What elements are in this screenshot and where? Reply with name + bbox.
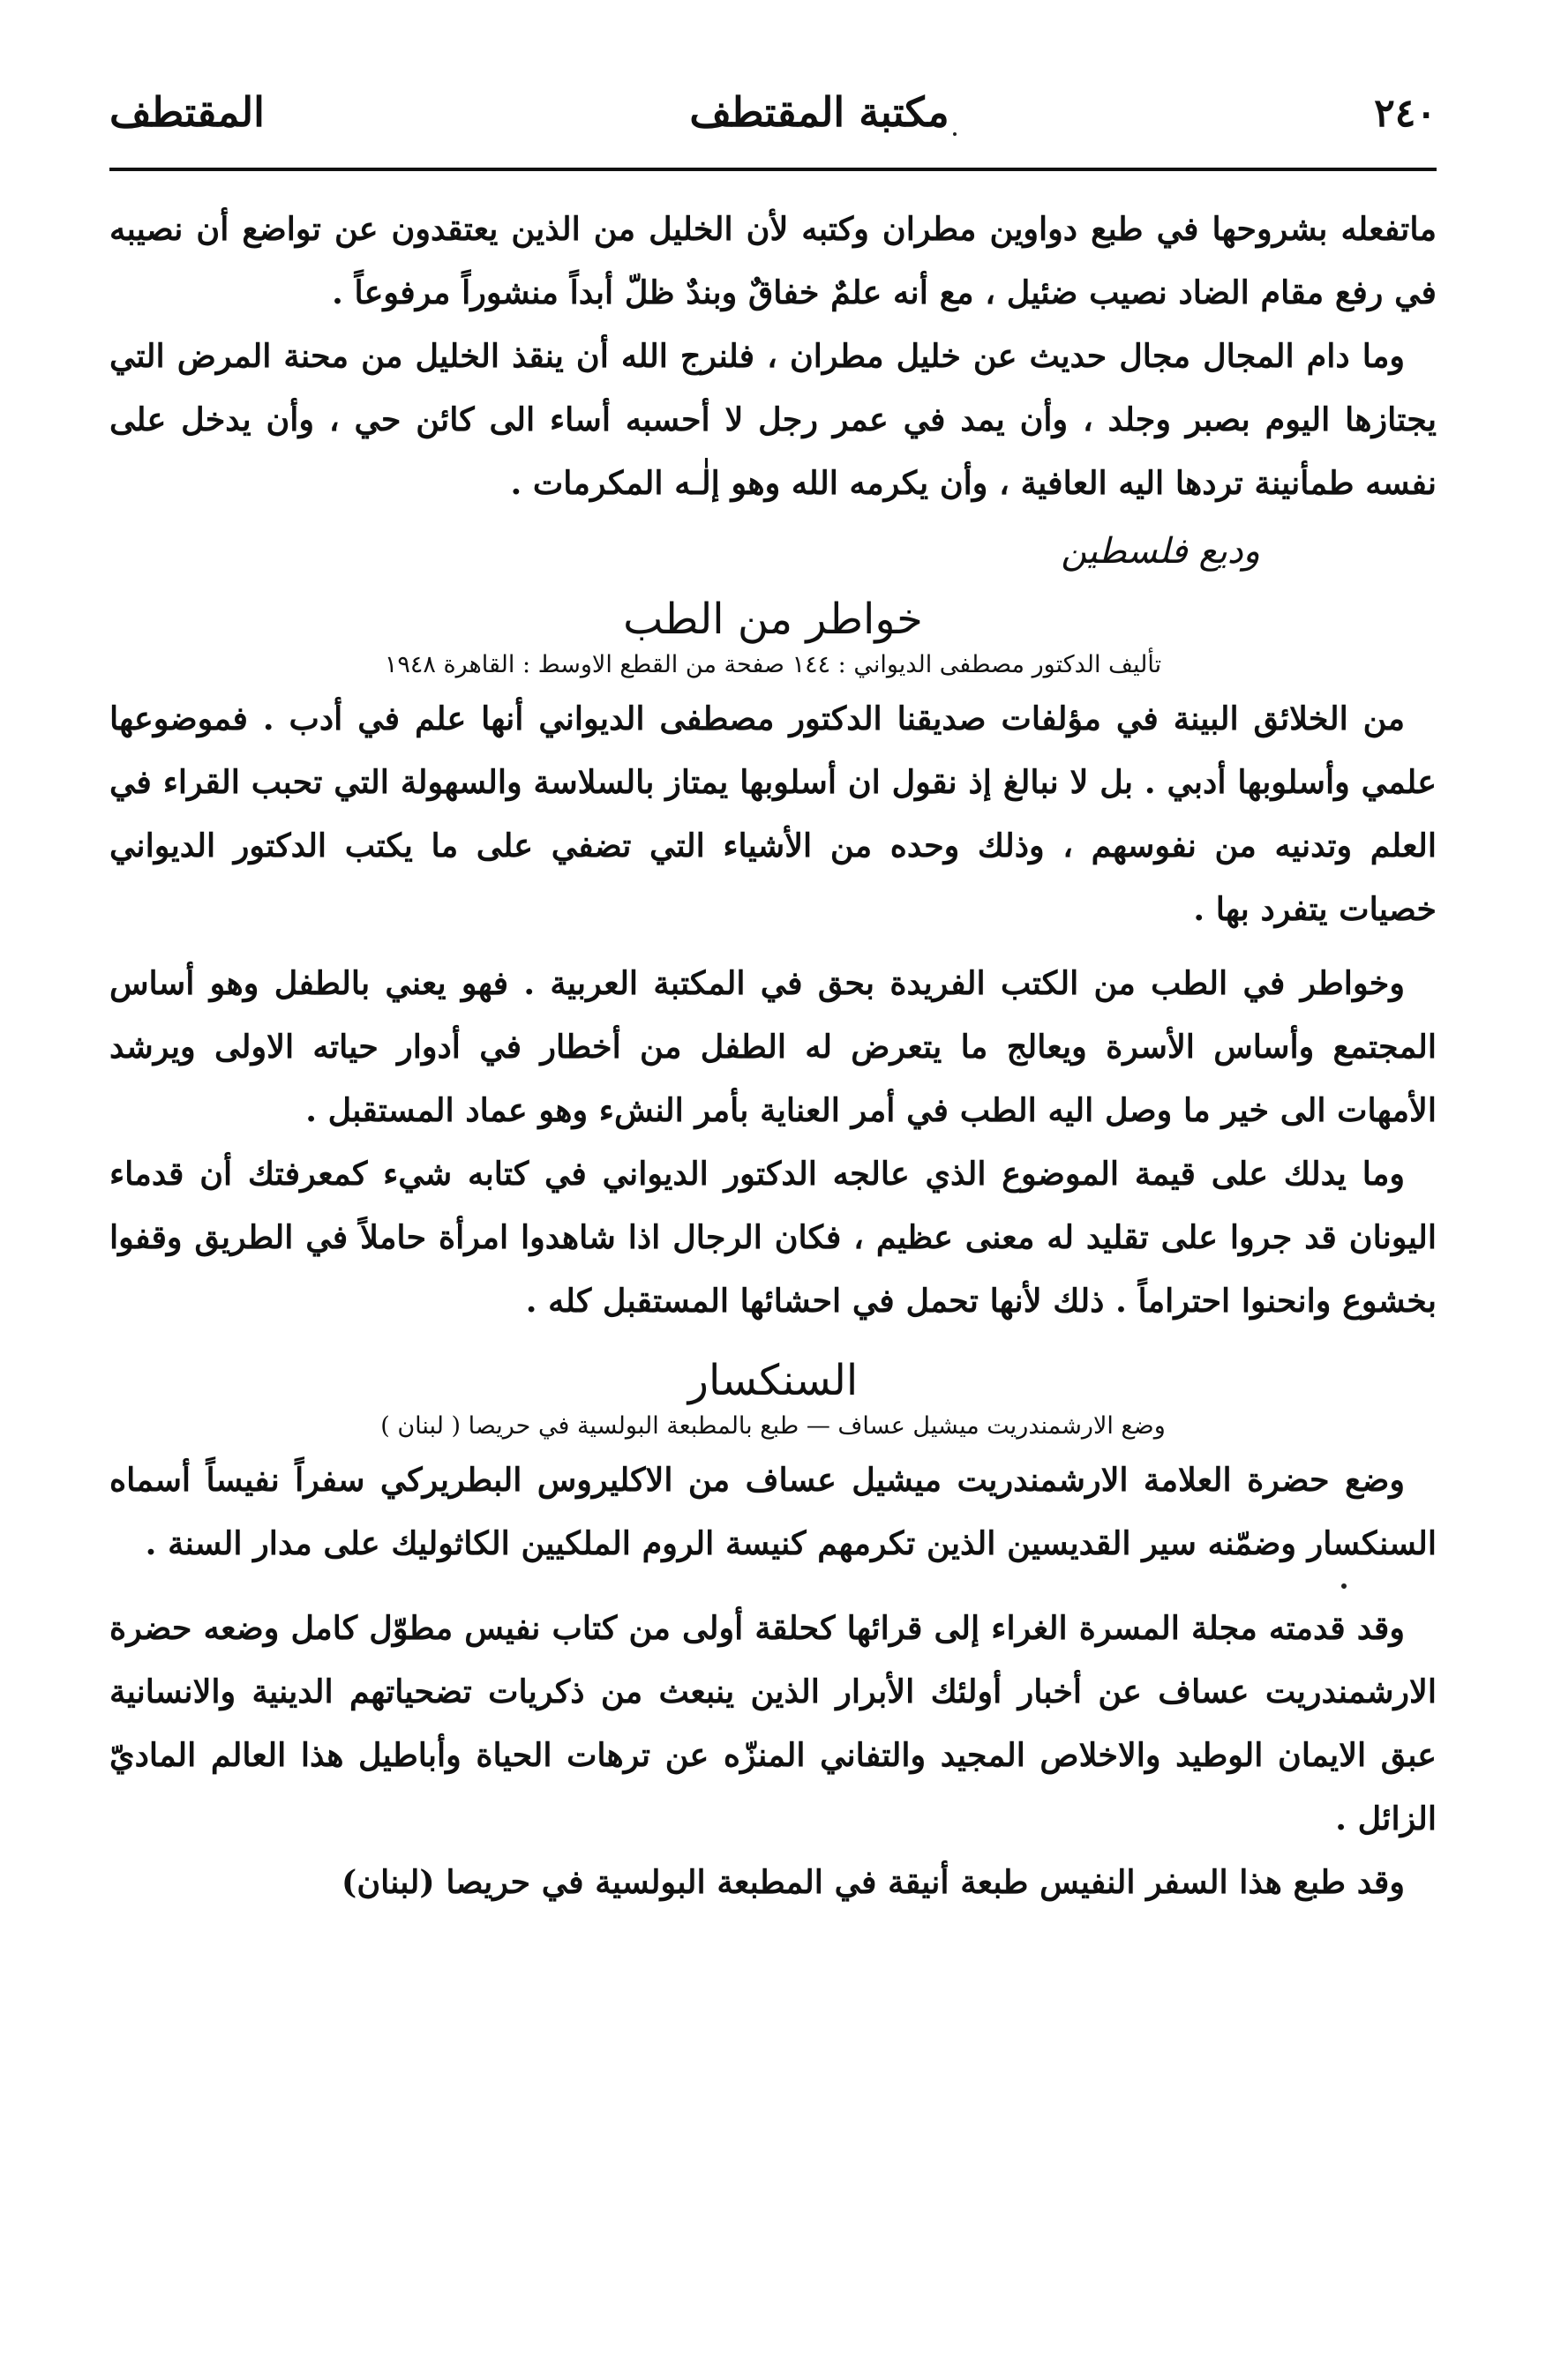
- running-head: [109, 88, 1437, 159]
- review-paragraph: وما يدلك على قيمة الموضوع الذي عالجه الدكتور الديواني في كتابه شيء كمعرفتك أن قدماء اليونان قد جروا على تقليد له معنى عظيم ، فكان الرجال اذا شاهدوا امرأة حاملاً في الطريق وقفوا بخشوع وانحنوا احتراماً . ذلك لأنها تحمل في احشائها المستقبل كله .: [109, 1155, 1437, 1320]
- review-title: خواطر من الطب: [623, 595, 923, 644]
- review-book-meta: وضع الارشمندريت ميشيل عساف — طبع بالمطبعة البولسية في حريصا ( لبنان ): [380, 1412, 1166, 1440]
- review-book-meta: تأليف الدكتور مصطفى الديواني : ١٤٤ صفحة من القطع الاوسط : القاهرة ١٩٤٨: [384, 651, 1162, 678]
- letter-paragraph: ماتفعله بشروحها في طبع دواوين مطران وكتبه لأن الخليل من الذين يعتقدون عن تواضع أن نصيبه في رفع مقام الضاد نصيب ضئيل ، مع أنه علمٌ خفاقٌ وبندٌ ظلّ أبداً منشوراً مرفوعاً .: [109, 210, 1437, 311]
- review-paragraph: وقد طبع هذا السفر النفيس طبعة أنيقة في المطبعة البولسية في حريصا (لبنان): [341, 1863, 1405, 1901]
- journal-title: مكتبة المقتطف: [689, 88, 949, 136]
- print-speck: [953, 132, 957, 136]
- print-speck: [1341, 1583, 1347, 1589]
- page-number: ٢٤٠: [1374, 91, 1437, 136]
- author-signature: وديع فلسطين: [1061, 531, 1260, 572]
- review-paragraph: وقد قدمته مجلة المسرة الغراء إلى قرائها كحلقة أولى من كتاب نفيس مطوّل كامل وضعه حضرة الارشمندريت عساف عن أخبار أولئك الأبرار الذين ينبعث من ذكريات تضحياتهم الدينية والانسانية عبق الايمان الوطيد والاخلاص المجيد والتفاني المنزّه عن ترهات الحياة وأباطيل هذا العالم الماديّ الزائل .: [109, 1609, 1437, 1837]
- review-title: السنكسار: [687, 1356, 859, 1405]
- review-paragraph: وضع حضرة العلامة الارشمندريت ميشيل عساف من الاكليروس البطريركي سفراً نفيساً أسماه السنكسار وضمّنه سير القديسين الذين تكرمهم كنيسة الروم الملكيين الكاثوليك على مدار السنة .: [109, 1461, 1437, 1562]
- review-paragraph: من الخلائق البينة في مؤلفات صديقنا الدكتور مصطفى الديواني أنها علم في أدب . فموضوعها علمي وأسلوبها أدبي . بل لا نبالغ إذ نقول ان أسلوبها يمتاز بالسلاسة والسهولة التي تحبب القراء في العلم وتدنيه من نفوسهم ، وذلك وحده من الأشياء التي تضفي على ما يكتب الدكتور الديواني خصيات يتفرد بها .: [109, 700, 1437, 928]
- header-rule: [109, 168, 1437, 171]
- letter-paragraph: وما دام المجال مجال حديث عن خليل مطران ، فلنرج الله أن ينقذ الخليل من محنة المرض التي يجتازها اليوم بصبر وجلد ، وأن يمد في عمر رجل لا أحسبه أساء الى كائن حي ، وأن يدخل على نفسه طمأنينة تردها اليه العافية ، وأن يكرمه الله وهو إلٰـه المكرمات .: [109, 337, 1437, 502]
- review-paragraph: وخواطر في الطب من الكتب الفريدة بحق في المكتبة العربية . فهو يعني بالطفل وهو أساس المجتمع وأساس الأسرة ويعالج ما يتعرض له الطفل من أخطار في أدوار حياته الاولى ويرشد الأمهات الى خير ما وصل اليه الطب في أمر العناية بأمر النشء وهو عماد المستقبل .: [109, 964, 1437, 1129]
- magazine-name: المقتطف: [109, 88, 265, 136]
